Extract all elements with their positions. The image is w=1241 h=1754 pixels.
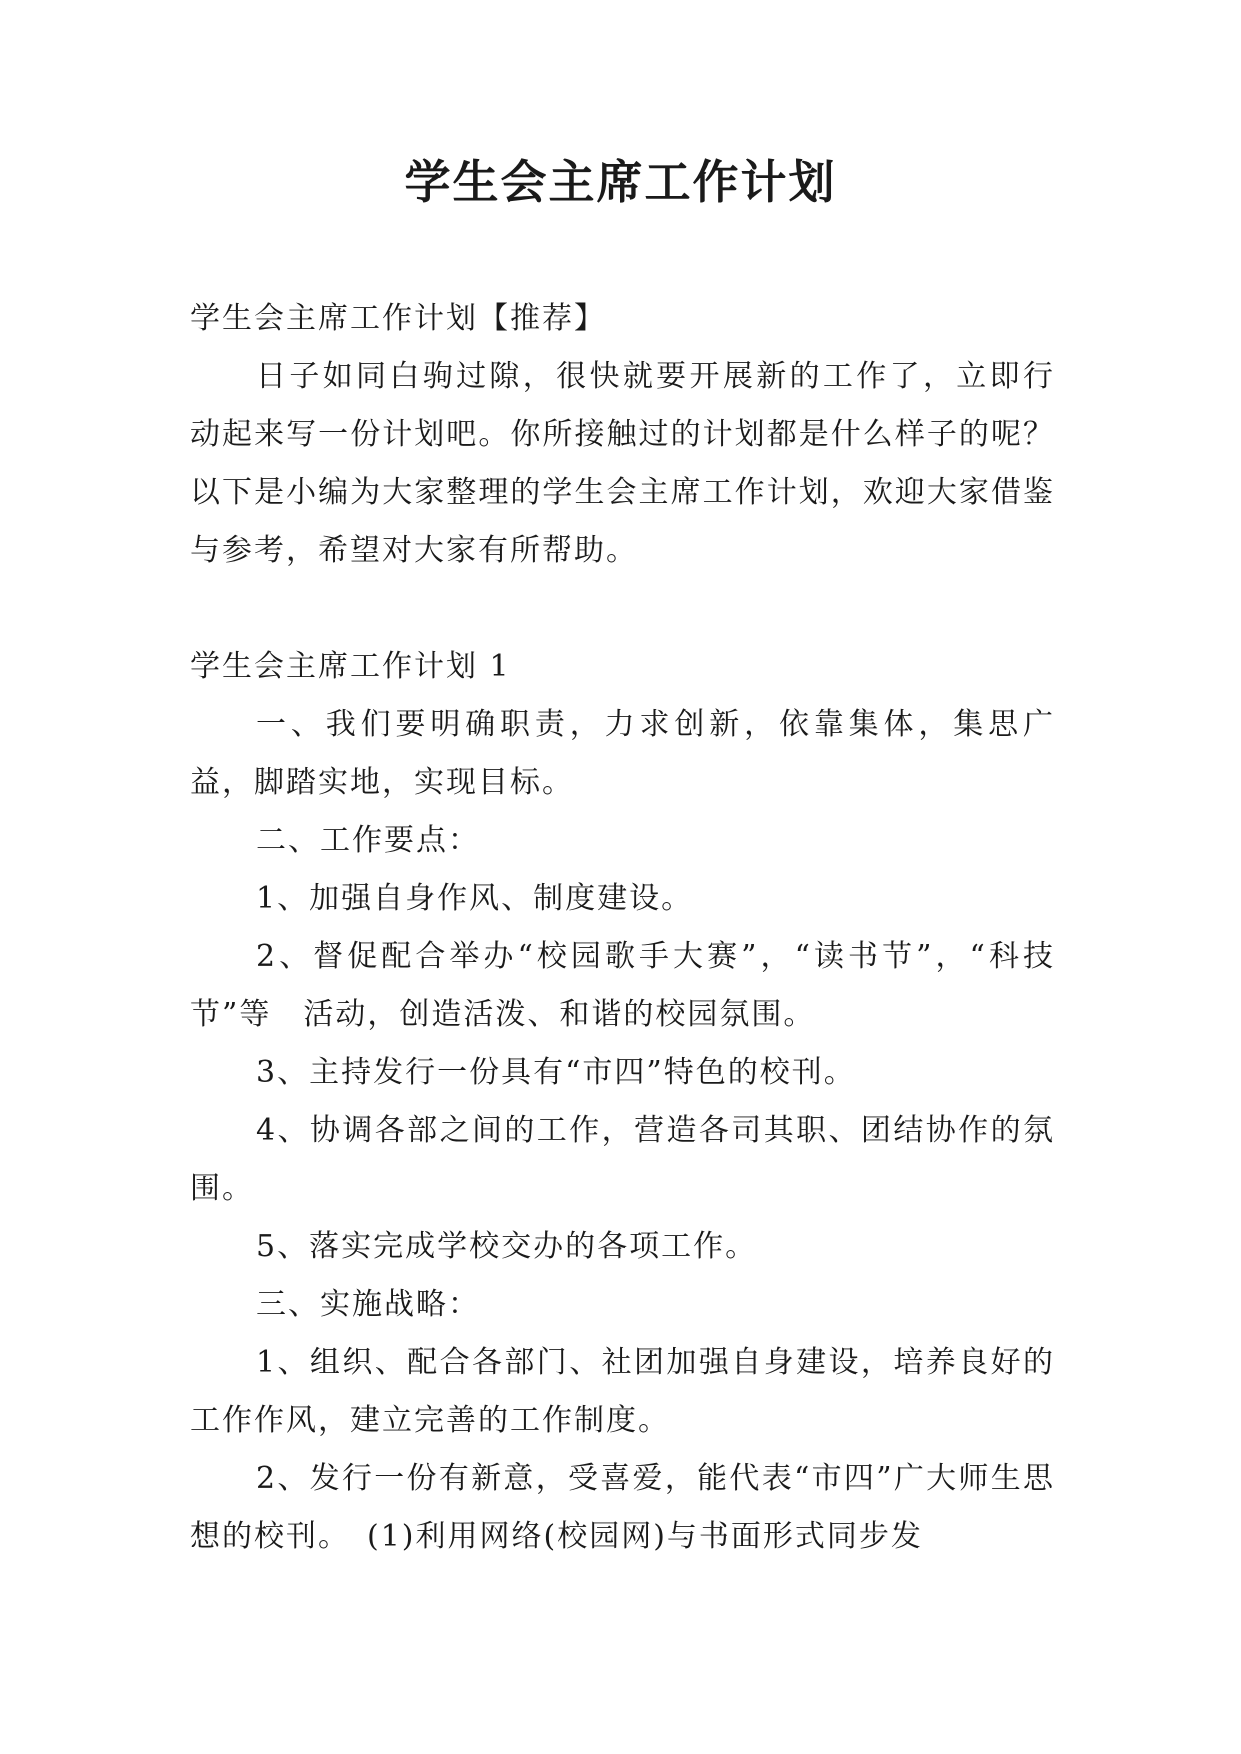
paragraph-principles: 一、我们要明确职责，力求创新，依靠集体，集思广益，脚踏实地，实现目标。 [190, 707, 1055, 800]
paragraph-strategy-heading: 三、实施战略： [256, 1287, 480, 1322]
paragraph-point-4: 4、协调各部之间的工作，营造各司其职、团结协作的氛围。 [190, 1113, 1055, 1206]
document-subtitle: 学生会主席工作计划【推荐】 [190, 301, 606, 336]
document-body [190, 290, 1055, 1566]
paragraph-point-2: 2、督促配合举办“校园歌手大赛”，“读书节”，“科技节”等 活动，创造活泼、和谐的校园氛围。 [190, 939, 1055, 1032]
paragraph-spacer [190, 580, 1055, 638]
paragraph-point-5: 5、落实完成学校交办的各项工作。 [256, 1229, 758, 1264]
paragraph-work-points-heading: 二、工作要点： [256, 823, 480, 858]
paragraph-point-1: 1、加强自身作风、制度建设。 [256, 881, 694, 916]
intro-paragraph: 日子如同白驹过隙，很快就要开展新的工作了，立即行动起来写一份计划吧。你所接触过的计划都是什么样子的呢？以下是小编为大家整理的学生会主席工作计划，欢迎大家借鉴与参考，希望对大家有所帮助。 [190, 359, 1055, 568]
section-heading: 学生会主席工作计划 1 [190, 649, 511, 684]
document-title: 学生会主席工作计划 [404, 155, 837, 209]
paragraph-point-3: 3、主持发行一份具有“市四”特色的校刊。 [256, 1055, 856, 1090]
paragraph-strategy-1: 1、组织、配合各部门、社团加强自身建设，培养良好的工作作风，建立完善的工作制度。 [190, 1345, 1055, 1438]
paragraph-strategy-2: 2、发行一份有新意，受喜爱，能代表“市四”广大师生思想的校刊。 (1)利用网络(校园网)与书面形式同步发 [190, 1461, 1055, 1554]
